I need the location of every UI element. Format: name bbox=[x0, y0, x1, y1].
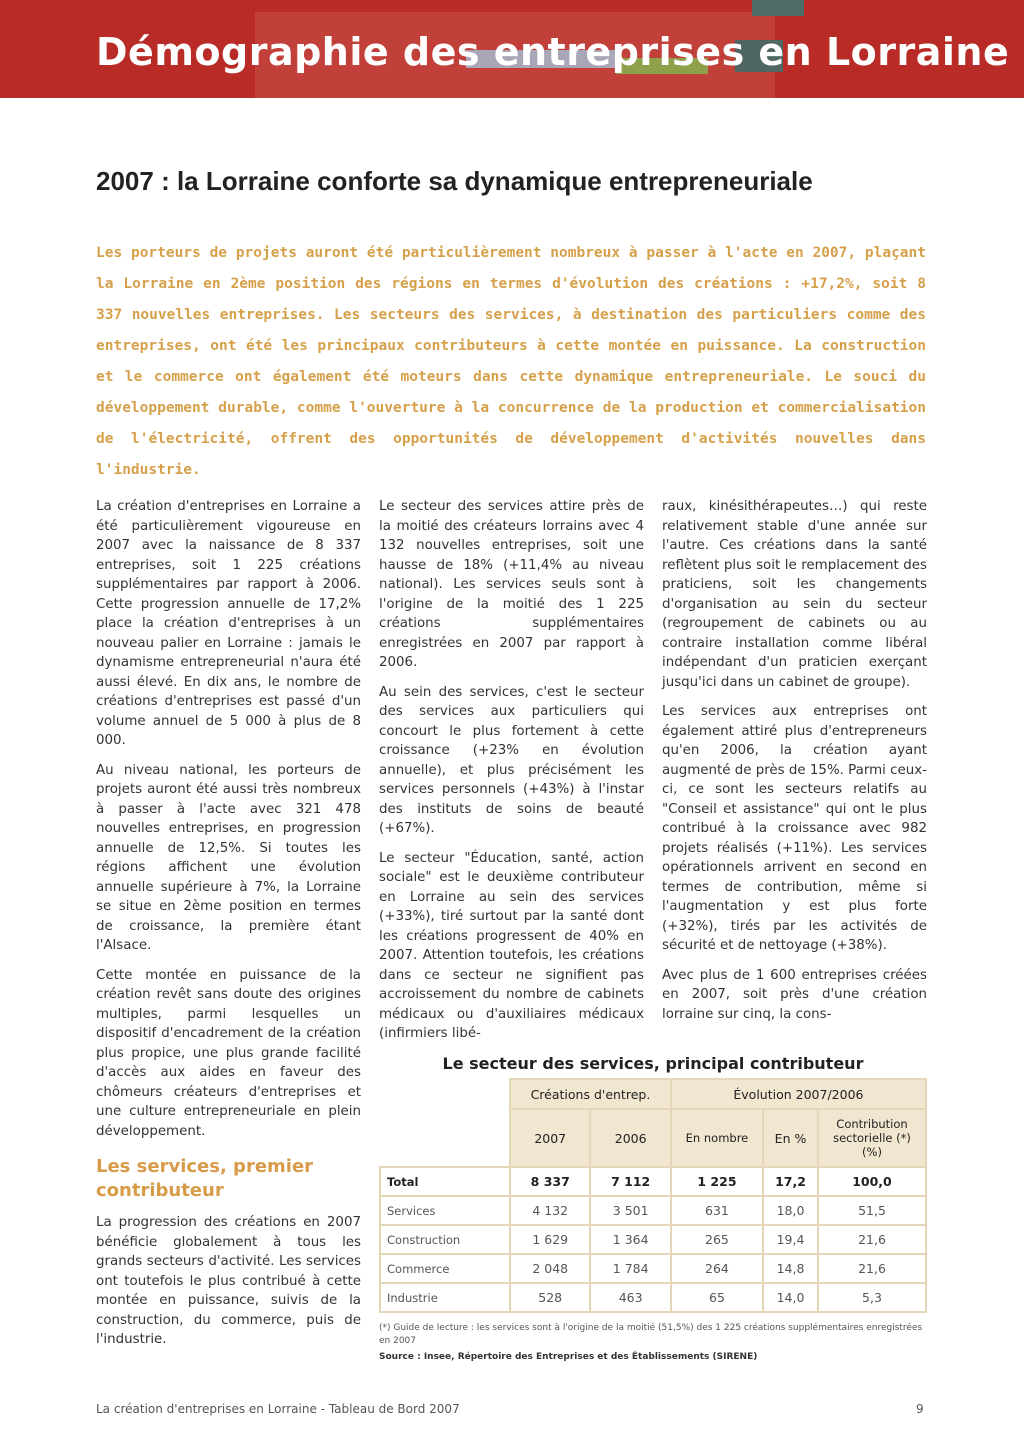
table-cell: 1 784 bbox=[590, 1254, 670, 1283]
article-headline: 2007 : la Lorraine conforte sa dynamique entrepreneuriale bbox=[96, 166, 813, 196]
table-cell: 21,6 bbox=[818, 1225, 926, 1254]
table-cell: 5,3 bbox=[818, 1283, 926, 1312]
paragraph: Au niveau national, les porteurs de projets auront été aussi très nombreux à passer à l'acte avec 321 478 nouvelles entreprises, en progression annuelle de 12,5%. Si toutes les régions affichent une évolution annuelle supérieure à 7%, la Lorraine se situe en 2ème position en termes de croissance, la première étant l'Alsace. bbox=[96, 762, 361, 953]
table-cell: 8 337 bbox=[510, 1167, 590, 1196]
table-cell: 528 bbox=[510, 1283, 590, 1312]
services-table bbox=[379, 1078, 927, 1313]
table-title: Le secteur des services, principal contributeur bbox=[442, 1054, 864, 1073]
paragraph: Les services aux entreprises ont également attiré plus d'entrepreneurs qu'en 2006, la création ayant augmenté de près de 15%. Parmi ceux-ci, ce sont les secteurs relatifs au "Conseil et assistance" qui ont le plus contribué à la croissance avec 982 projets réalisés (+11%). Les services opérationnels arrivent en second en termes de contribution, même si l'augmentation y est plus forte (+32%), tirés par les activités de sécurité et de nettoyage (+38%). bbox=[662, 704, 927, 953]
section-title: Démographie des entreprises en Lorraine bbox=[96, 30, 1010, 74]
column-header: En nombre bbox=[671, 1109, 763, 1167]
table-cell: 14,8 bbox=[763, 1254, 818, 1283]
row-label: Construction bbox=[380, 1225, 510, 1254]
table-row bbox=[380, 1254, 926, 1283]
column-header: 2007 bbox=[510, 1109, 590, 1167]
paragraph: Cette montée en puissance de la création revêt sans doute des origines multiples, parmi lesquelles un dispositif d'encadrement de la création plus propice, une plus grande facilité d'accès aux aides en faveur des chômeurs créateurs d'entreprises et une culture entrepreneuriale en plein développement. bbox=[96, 967, 361, 1139]
text-column-3 bbox=[662, 497, 927, 1034]
column-header: 2006 bbox=[590, 1109, 670, 1167]
table-row bbox=[380, 1283, 926, 1312]
table-cell: 21,6 bbox=[818, 1254, 926, 1283]
table-cell: 7 112 bbox=[590, 1167, 670, 1196]
text-column-1 bbox=[96, 497, 361, 1360]
row-label: Commerce bbox=[380, 1254, 510, 1283]
paragraph: raux, kinésithérapeutes…) qui reste relativement stable d'une année sur l'autre. Ces créations dans la santé reflètent plus soit le remplacement des praticiens, soit les changements d'organisation au sein du secteur (regroupement de cabinets ou au contraire installation comme libéral indépendant d'un praticien exerçant jusqu'ici dans un cabinet de groupe). bbox=[662, 499, 927, 690]
table-cell: 100,0 bbox=[818, 1167, 926, 1196]
table-cell: 1 629 bbox=[510, 1225, 590, 1254]
table-cell: 4 132 bbox=[510, 1196, 590, 1225]
paragraph: Avec plus de 1 600 entreprises créées en 2007, soit près d'une création lorraine sur cinq, la cons- bbox=[662, 967, 927, 1022]
paragraph: Le secteur "Éducation, santé, action sociale" est le deuxième contributeur en Lorraine au sein des services (+33%), tiré surtout par la santé dont les créations progressent de 40% en 2007. Attention toutefois, les créations dans ce secteur ne signifient pas accroissement du nombre de cabinets médicaux ou d'auxiliaires médicaux (infirmiers libé- bbox=[379, 850, 644, 1041]
table-cell: 631 bbox=[671, 1196, 763, 1225]
column-header: En % bbox=[763, 1109, 818, 1167]
paragraph: Le secteur des services attire près de la moitié des créateurs lorrains avec 4 132 nouvelles entreprises, soit une hausse de 18% (+11,4% au niveau national). Les services seuls sont à l'origine de la moitié des 1 225 créations supplémentaires enregistrées en 2007 par rapport à 2006. bbox=[379, 499, 644, 670]
table-cell: 3 501 bbox=[590, 1196, 670, 1225]
table-corner bbox=[380, 1079, 510, 1167]
table-source: Source : Insee, Répertoire des Entreprises et des Établissements (SIRENE) bbox=[379, 1352, 758, 1362]
row-label: Total bbox=[380, 1167, 510, 1196]
table-row bbox=[380, 1225, 926, 1254]
page-banner bbox=[0, 0, 1024, 98]
table-note: (*) Guide de lecture : les services sont à l'origine de la moitié (51,5%) des 1 225 créations supplémentaires enregistrées en 2007 bbox=[379, 1323, 923, 1346]
banner-decoration bbox=[752, 0, 804, 16]
paragraph: Au sein des services, c'est le secteur des services aux particuliers qui concourt le plus fortement à cette croissance (+23% en évolution annuelle), et plus précisément les services personnels (+43%) à l'instar des instituts de soins de beauté (+67%). bbox=[379, 684, 644, 836]
table-cell: 19,4 bbox=[763, 1225, 818, 1254]
table-row bbox=[380, 1167, 926, 1196]
table-row bbox=[380, 1196, 926, 1225]
table-cell: 1 225 bbox=[671, 1167, 763, 1196]
table-cell: 51,5 bbox=[818, 1196, 926, 1225]
table-cell: 17,2 bbox=[763, 1167, 818, 1196]
row-label: Industrie bbox=[380, 1283, 510, 1312]
table-cell: 65 bbox=[671, 1283, 763, 1312]
page-number: 9 bbox=[916, 1402, 924, 1416]
paragraph: La création d'entreprises en Lorraine a été particulièrement vigoureuse en 2007 avec la naissance de 8 337 entreprises, soit 1 225 créations supplémentaires par rapport à 2006. Cette progression annuelle de 17,2% place la création d'entreprises à un nouveau palier en Lorraine : jamais le dynamisme entrepreneurial n'aura été aussi élevé. En dix ans, le nombre de créations d'entreprises est passé d'un volume annuel de 5 000 à plus de 8 000. bbox=[96, 499, 361, 748]
column-group-header: Créations d'entrep. bbox=[510, 1079, 671, 1109]
table-cell: 14,0 bbox=[763, 1283, 818, 1312]
table-cell: 264 bbox=[671, 1254, 763, 1283]
footer-publication: La création d'entreprises en Lorraine - Tableau de Bord 2007 bbox=[96, 1402, 460, 1416]
column-header: Contribution sectorielle (*) (%) bbox=[818, 1109, 926, 1167]
table-cell: 463 bbox=[590, 1283, 670, 1312]
table-cell: 265 bbox=[671, 1225, 763, 1254]
table-cell: 1 364 bbox=[590, 1225, 670, 1254]
row-label: Services bbox=[380, 1196, 510, 1225]
paragraph: La progression des créations en 2007 bénéficie globalement à tous les grands secteurs d'activité. Les services ont toutefois le plus contribué à cette montée en puissance, suivis de la construction, du commerce, puis de l'industrie. bbox=[96, 1215, 361, 1347]
table-cell: 18,0 bbox=[763, 1196, 818, 1225]
text-column-2 bbox=[379, 497, 644, 1054]
article-lede: Les porteurs de projets auront été particulièrement nombreux à passer à l'acte en 2007, plaçant la Lorraine en 2ème position des régions en termes d'évolution des créations : +17,2%, soit 8 337 nouvelles entreprises. Les secteurs des services, à destination des particuliers comme des entreprises, ont été les principaux contributeurs à cette montée en puissance. La construction et le commerce ont également été moteurs dans cette dynamique entrepreneuriale. Le souci du développement durable, comme l'ouverture à la concurrence de la production et commercialisation de l'électricité, offrent des opportunités de développement d'activités nouvelles dans l'industrie. bbox=[96, 245, 926, 478]
column-group-header: Évolution 2007/2006 bbox=[671, 1079, 926, 1109]
table-cell: 2 048 bbox=[510, 1254, 590, 1283]
section-heading: Les services, premier contributeur bbox=[96, 1156, 314, 1201]
